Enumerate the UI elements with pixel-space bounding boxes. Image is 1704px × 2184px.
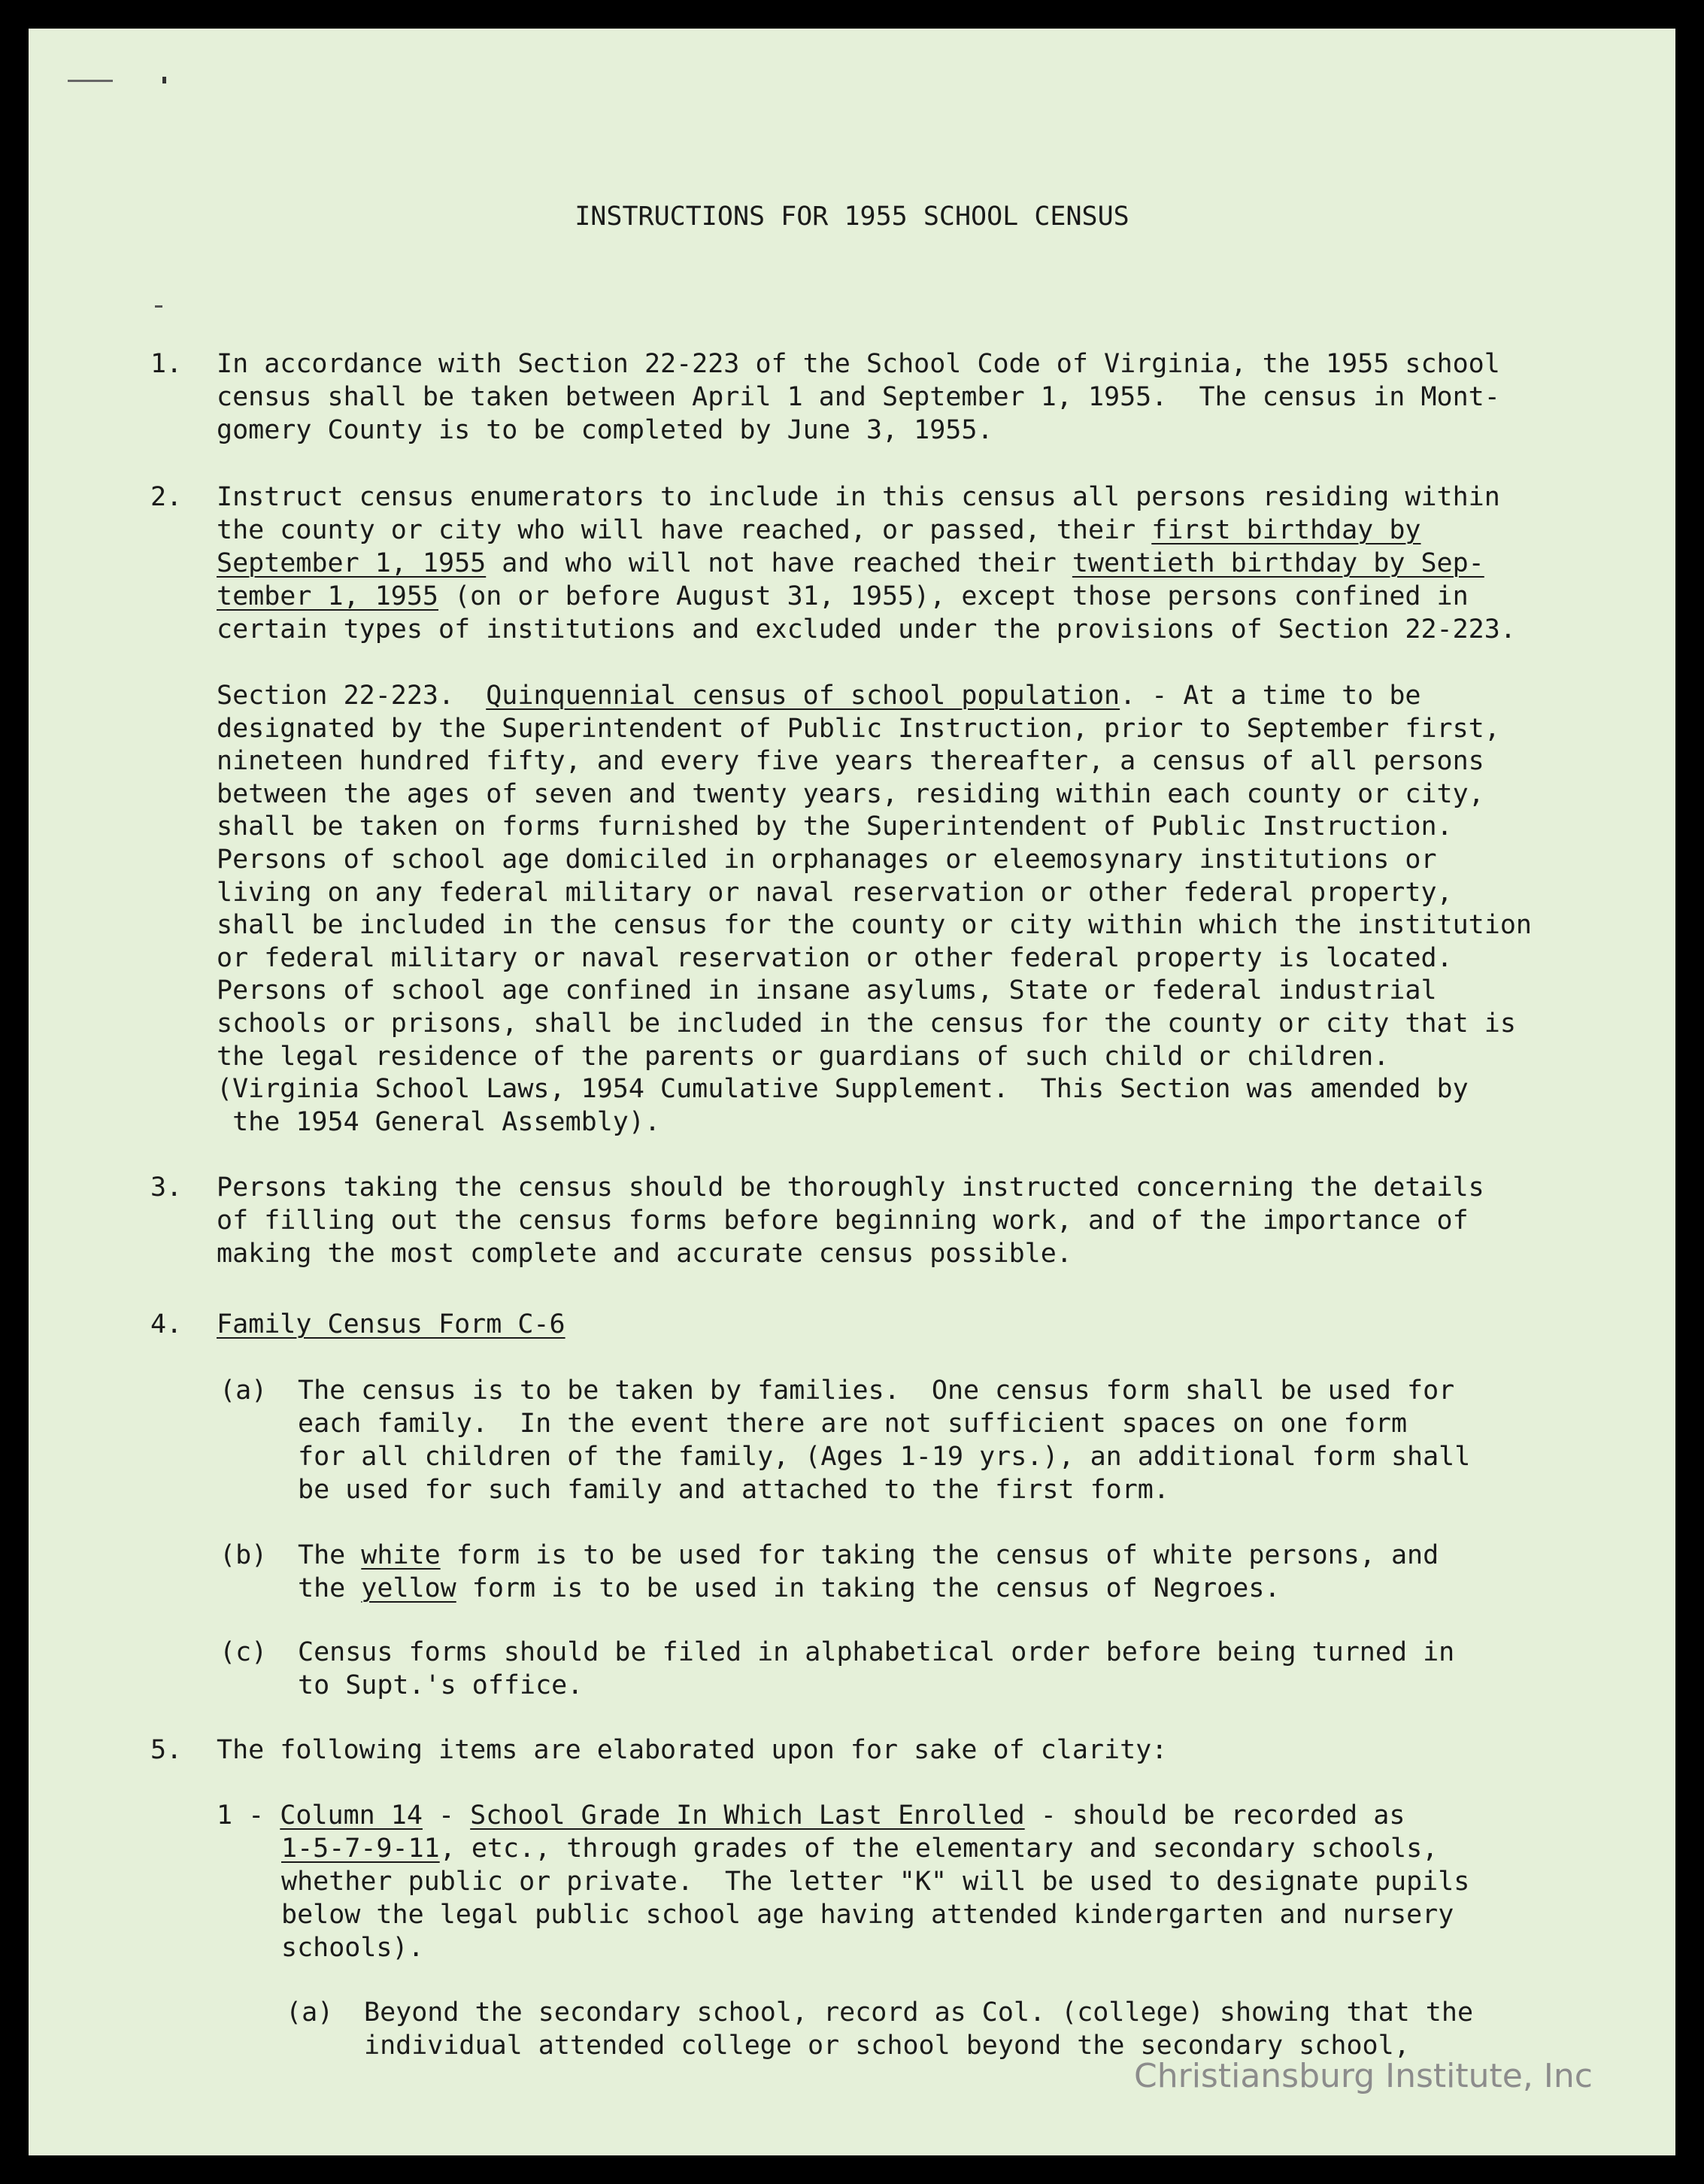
item-5a-label: (a) [286,1997,334,2028]
underlined-text: Column 14 [280,1800,423,1831]
text-line: Persons taking the census should be thoroughly instructed concerning the details [217,1172,1484,1203]
text-line: between the ages of seven and twenty years, residing within each county or city, [217,778,1484,809]
item-5-column-14 [217,1799,1405,1832]
text-line: Persons of school age domiciled in orphanages or eleemosynary institutions or [217,844,1437,875]
text-line: nineteen hundred fifty, and every five years thereafter, a census of all persons [217,746,1484,777]
underlined-text: September 1, 1955 [217,548,487,578]
text-line: be used for such family and attached to the first form. [298,1475,1169,1505]
text-line: In accordance with Section 22-223 of the School Code of Virginia, the 1955 school [217,349,1500,379]
document-title: INSTRUCTIONS FOR 1955 SCHOOL CENSUS [575,202,1129,232]
underlined-text: white [361,1540,441,1570]
text-line: making the most complete and accurate census possible. [217,1239,1072,1269]
text-line: living on any federal military or naval reservation or other federal property, [217,877,1453,908]
text-line: shall be included in the census for the county or city within which the institution [217,910,1532,941]
underlined-text: first birthday by [1151,515,1421,545]
text-line: (Virginia School Laws, 1954 Cumulative Supplement. This Section was amended by [217,1074,1469,1105]
underlined-text: 1-5-7-9-11 [281,1834,440,1864]
section-22-223-quote [217,680,1532,1139]
text-segment: Section 22-223. [217,681,487,711]
text-segment: - [422,1800,471,1831]
document-page [29,29,1675,2155]
item-4c-label: (c) [220,1637,268,1667]
item-1-number: 1. [150,349,183,379]
item-4a-label: (a) [220,1376,268,1406]
text-line: The census is to be taken by families. One census form shall be used for [298,1376,1455,1406]
text-segment: 1 - [217,1800,280,1831]
item-4a-text [298,1374,1470,1506]
item-4b-text [298,1539,1439,1605]
item-5-column-14-body [281,1832,1469,1964]
item-5a-text [364,1996,1473,2062]
text-line: shall be taken on forms furnished by the Superintendent of Public Instruction. [217,811,1453,842]
text-line: each family. In the event there are not sufficient spaces on one form [298,1409,1408,1439]
text-line: to Supt.'s office. [298,1670,584,1700]
item-2-number: 2. [150,482,183,512]
text-line: Persons of school age confined in insane asylums, State or federal industrial [217,975,1437,1006]
item-4c-text [298,1636,1454,1702]
text-line: the 1954 General Assembly). [217,1106,661,1137]
text-line: the legal residence of the parents or guardians of such child or children. [217,1041,1390,1072]
item-5-intro: The following items are elaborated upon for sake of clarity: [217,1735,1168,1765]
text-segment: form is to be used in taking the census of Negroes. [456,1573,1281,1603]
paper-speck [68,80,113,82]
text-line: or federal military or naval reservation or other federal property is located. [217,942,1453,973]
item-1-text [217,347,1500,447]
text-line: whether public or private. The letter "K" will be used to designate pupils [281,1867,1470,1897]
underlined-text: School Grade In Which Last Enrolled [470,1800,1025,1831]
text-line: for all children of the family, (Ages 1-19 yrs.), an additional form shall [298,1442,1471,1472]
text-segment: (on or before August 31, 1955), except those persons confined in [438,581,1469,611]
text-line: Beyond the secondary school, record as Col. (college) showing that the [364,1997,1474,2028]
underlined-text: yellow [361,1573,456,1603]
text-line: gomery County is to be completed by June 3, 1955. [217,415,993,445]
text-segment: the county or city who will have reached, or passed, their [217,515,1152,545]
text-line: census shall be taken between April 1 and September 1, 1955. The census in Mont- [217,382,1500,412]
text-line: designated by the Superintendent of Public Instruction, prior to September first, [217,713,1500,744]
text-line: Census forms should be filed in alphabetical order before being turned in [298,1637,1455,1667]
text-segment: - should be recorded as [1024,1800,1405,1831]
text-segment: , etc., through grades of the elementary and secondary schools, [439,1834,1439,1864]
text-segment: form is to be used for taking the census of white persons, and [440,1540,1439,1570]
text-line: schools or prisons, shall be included in the census for the county or city that is [217,1008,1516,1039]
text-line: schools). [281,1933,424,1963]
text-line: certain types of institutions and excluded under the provisions of Section 22-223. [217,614,1516,645]
text-line: below the legal public school age having attended kindergarten and nursery [281,1900,1454,1930]
item-4-heading [217,1308,565,1341]
text-line: Instruct census enumerators to include in this census all persons residing within [217,482,1500,512]
text-segment: The [298,1540,362,1570]
text-segment: the [298,1573,362,1603]
item-3-text [217,1171,1484,1270]
watermark: Christiansburg Institute, Inc [1134,2057,1593,2095]
paper-speck [162,77,166,83]
underlined-text: Quinquennial census of school population [486,681,1120,711]
item-3-number: 3. [150,1172,183,1203]
text-line: individual attended college or school beyond the secondary school, [364,2031,1410,2061]
text-segment: and who will not have reached their [486,548,1072,578]
item-4b-label: (b) [220,1540,268,1570]
text-line: of filling out the census forms before beginning work, and of the importance of [217,1206,1469,1236]
underlined-text: tember 1, 1955 [217,581,439,611]
underlined-text: Family Census Form C-6 [217,1309,565,1339]
text-segment: . - At a time to be [1120,681,1421,711]
item-5-number: 5. [150,1735,183,1765]
underlined-text: twentieth birthday by Sep- [1072,548,1484,578]
item-2-text [217,481,1516,646]
item-4-number: 4. [150,1309,183,1339]
paper-speck [155,305,162,308]
